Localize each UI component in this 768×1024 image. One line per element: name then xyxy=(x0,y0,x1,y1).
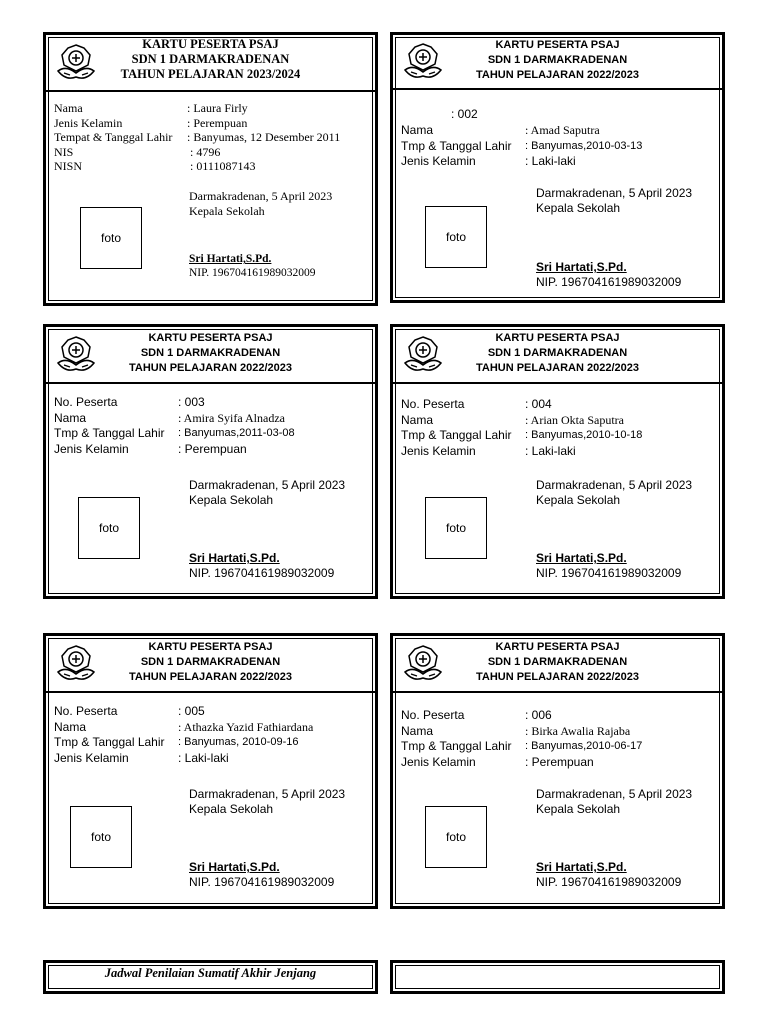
position: Kepala Sekolah xyxy=(536,802,621,816)
field-label: No. Peserta xyxy=(54,395,118,409)
participant-number: : 002 xyxy=(451,107,478,121)
signer-name: Sri Hartati,S.Pd. xyxy=(536,551,627,565)
signer-nip: NIP. 196704161989032009 xyxy=(536,275,682,289)
photo-placeholder: foto xyxy=(425,806,487,868)
field-value: : Birka Awalia Rajaba xyxy=(525,723,631,738)
signer-block xyxy=(189,252,316,280)
field-value: : Banyumas,2010-03-13 xyxy=(525,139,643,152)
participant-card-2 xyxy=(390,32,725,303)
position: Kepala Sekolah xyxy=(189,493,274,507)
field-label: Jenis Kelamin xyxy=(54,441,129,456)
field-label: Tmp & Tanggal Lahir xyxy=(401,428,512,442)
place-date: Darmakradenan, 5 April 2023 xyxy=(536,787,693,801)
participant-fields xyxy=(54,704,367,766)
card-header xyxy=(46,327,375,384)
participant-fields xyxy=(54,395,367,457)
field-value: : 003 xyxy=(178,395,205,409)
card-title: KARTU PESERTA PSAJ SDN 1 DARMAKRADENAN TAHUN PELAJARAN 2023/2024 xyxy=(120,37,301,81)
participant-fields xyxy=(401,397,714,459)
signature-block xyxy=(189,189,332,218)
card-header xyxy=(46,636,375,693)
field-label: No. Peserta xyxy=(401,397,465,411)
field-value: : Amira Syifa Alnadza xyxy=(178,410,285,425)
signer-nip: NIP. 196704161989032009 xyxy=(189,875,335,889)
card-header xyxy=(46,35,375,92)
position: Kepala Sekolah xyxy=(189,203,265,218)
field-label: Tmp & Tanggal Lahir xyxy=(54,735,165,749)
signer-nip: NIP. 196704161989032009 xyxy=(536,566,682,580)
signer-nip: NIP. 196704161989032009 xyxy=(189,566,335,580)
field-label: Nama xyxy=(401,723,434,738)
signer-name: Sri Hartati,S.Pd. xyxy=(536,260,627,274)
field-label: Nama xyxy=(54,410,87,425)
field-label: Jenis Kelamin xyxy=(401,443,476,458)
place-date: Darmakradenan, 5 April 2023 xyxy=(189,478,346,492)
place-date: Darmakradenan, 5 April 2023 xyxy=(536,478,693,492)
place-date: Darmakradenan, 5 April 2023 xyxy=(189,189,333,203)
signature-block xyxy=(189,787,345,817)
schedule-title: Jadwal Penilaian Sumatif Akhir Jenjang xyxy=(104,966,317,980)
card-header xyxy=(393,35,722,90)
position: Kepala Sekolah xyxy=(189,802,274,816)
signature-block xyxy=(536,478,692,508)
field-value: : Laki-laki xyxy=(525,154,576,168)
photo-placeholder: foto xyxy=(425,497,487,559)
participant-fields xyxy=(54,101,367,174)
field-value: : Perempuan xyxy=(525,754,594,769)
signature-block xyxy=(536,186,692,216)
signer-block xyxy=(536,260,681,290)
field-value: : Laura Firly xyxy=(187,101,248,115)
field-value: : Perempuan xyxy=(178,441,247,456)
photo-placeholder: foto xyxy=(80,207,142,269)
field-value: : 0111087143 xyxy=(190,159,256,173)
field-value: : Perempuan xyxy=(187,115,248,130)
signer-nip: NIP. 196704161989032009 xyxy=(189,267,316,279)
participant-card-4 xyxy=(390,324,725,599)
field-label: Tmp & Tanggal Lahir xyxy=(401,138,512,153)
signer-block xyxy=(189,551,334,581)
card-title: KARTU PESERTA PSAJ SDN 1 DARMAKRADENAN TAHUN PELAJARAN 2022/2023 xyxy=(475,641,640,683)
place-date: Darmakradenan, 5 April 2023 xyxy=(189,787,346,801)
field-value: : Banyumas,2011-03-08 xyxy=(178,427,295,439)
card-header xyxy=(393,636,722,693)
position: Kepala Sekolah xyxy=(536,493,621,507)
card-title: KARTU PESERTA PSAJ SDN 1 DARMAKRADENAN TAHUN PELAJARAN 2022/2023 xyxy=(475,332,640,374)
signature-block xyxy=(536,787,692,817)
participant-fields xyxy=(401,105,714,170)
signer-block xyxy=(536,551,681,581)
field-value: : 006 xyxy=(525,708,552,722)
field-value: : 4796 xyxy=(190,144,221,159)
field-label: Tmp & Tanggal Lahir xyxy=(54,426,165,440)
field-value: : Laki-laki xyxy=(178,750,229,765)
signer-name: Sri Hartati,S.Pd. xyxy=(189,860,280,874)
field-label xyxy=(401,105,451,123)
field-value: : Arian Okta Saputra xyxy=(525,412,624,427)
position: Kepala Sekolah xyxy=(536,201,621,215)
field-label: No. Peserta xyxy=(54,704,118,718)
photo-placeholder: foto xyxy=(425,206,487,268)
signer-nip: NIP. 196704161989032009 xyxy=(536,875,682,889)
card-title: KARTU PESERTA PSAJ SDN 1 DARMAKRADENAN TAHUN PELAJARAN 2022/2023 xyxy=(128,641,293,683)
card-header xyxy=(393,327,722,384)
field-label: No. Peserta xyxy=(401,708,465,722)
field-label: NIS xyxy=(54,144,74,159)
field-label: Jenis Kelamin xyxy=(401,154,476,168)
field-value: : Banyumas, 12 Desember 2011 xyxy=(187,130,341,144)
signature-block xyxy=(189,478,345,508)
signer-name: Sri Hartati,S.Pd. xyxy=(536,860,627,874)
field-label: Nama xyxy=(401,412,434,427)
field-value: : Banyumas, 2010-09-16 xyxy=(178,736,299,748)
field-value: : Laki-laki xyxy=(525,443,576,458)
participant-card-1 xyxy=(43,32,378,306)
field-label: Nama xyxy=(54,719,87,734)
card-title: KARTU PESERTA PSAJ SDN 1 DARMAKRADENAN TAHUN PELAJARAN 2022/2023 xyxy=(475,39,640,81)
field-label: Tempat & Tanggal Lahir xyxy=(54,130,173,144)
participant-card-3 xyxy=(43,324,378,599)
field-label: Jenis Kelamin xyxy=(54,115,123,130)
field-label: Nama xyxy=(54,101,83,115)
field-value: : 004 xyxy=(525,397,552,411)
card-title: KARTU PESERTA PSAJ SDN 1 DARMAKRADENAN TAHUN PELAJARAN 2022/2023 xyxy=(128,332,293,374)
schedule-box xyxy=(43,960,378,994)
photo-placeholder: foto xyxy=(70,806,132,868)
field-value: : 005 xyxy=(178,704,205,718)
field-label: Nama xyxy=(401,123,434,137)
field-value: : Amad Saputra xyxy=(525,123,600,137)
photo-placeholder: foto xyxy=(78,497,140,559)
field-value: : Athazka Yazid Fathiardana xyxy=(178,719,314,734)
participant-card-5 xyxy=(43,633,378,909)
field-label: Tmp & Tanggal Lahir xyxy=(401,739,512,753)
signer-block xyxy=(536,860,681,890)
signer-name: Sri Hartati,S.Pd. xyxy=(189,551,280,565)
field-label: Jenis Kelamin xyxy=(54,750,129,765)
field-value: : Banyumas,2010-10-18 xyxy=(525,429,643,441)
participant-card-6 xyxy=(390,633,725,909)
schedule-box-right xyxy=(390,960,725,994)
field-label: NISN xyxy=(54,159,83,173)
signer-block xyxy=(189,860,334,890)
signer-name: Sri Hartati,S.Pd. xyxy=(189,253,272,265)
participant-fields xyxy=(401,708,714,770)
field-label: Jenis Kelamin xyxy=(401,754,476,769)
field-value: : Banyumas,2010-06-17 xyxy=(525,740,643,752)
place-date: Darmakradenan, 5 April 2023 xyxy=(536,186,693,200)
